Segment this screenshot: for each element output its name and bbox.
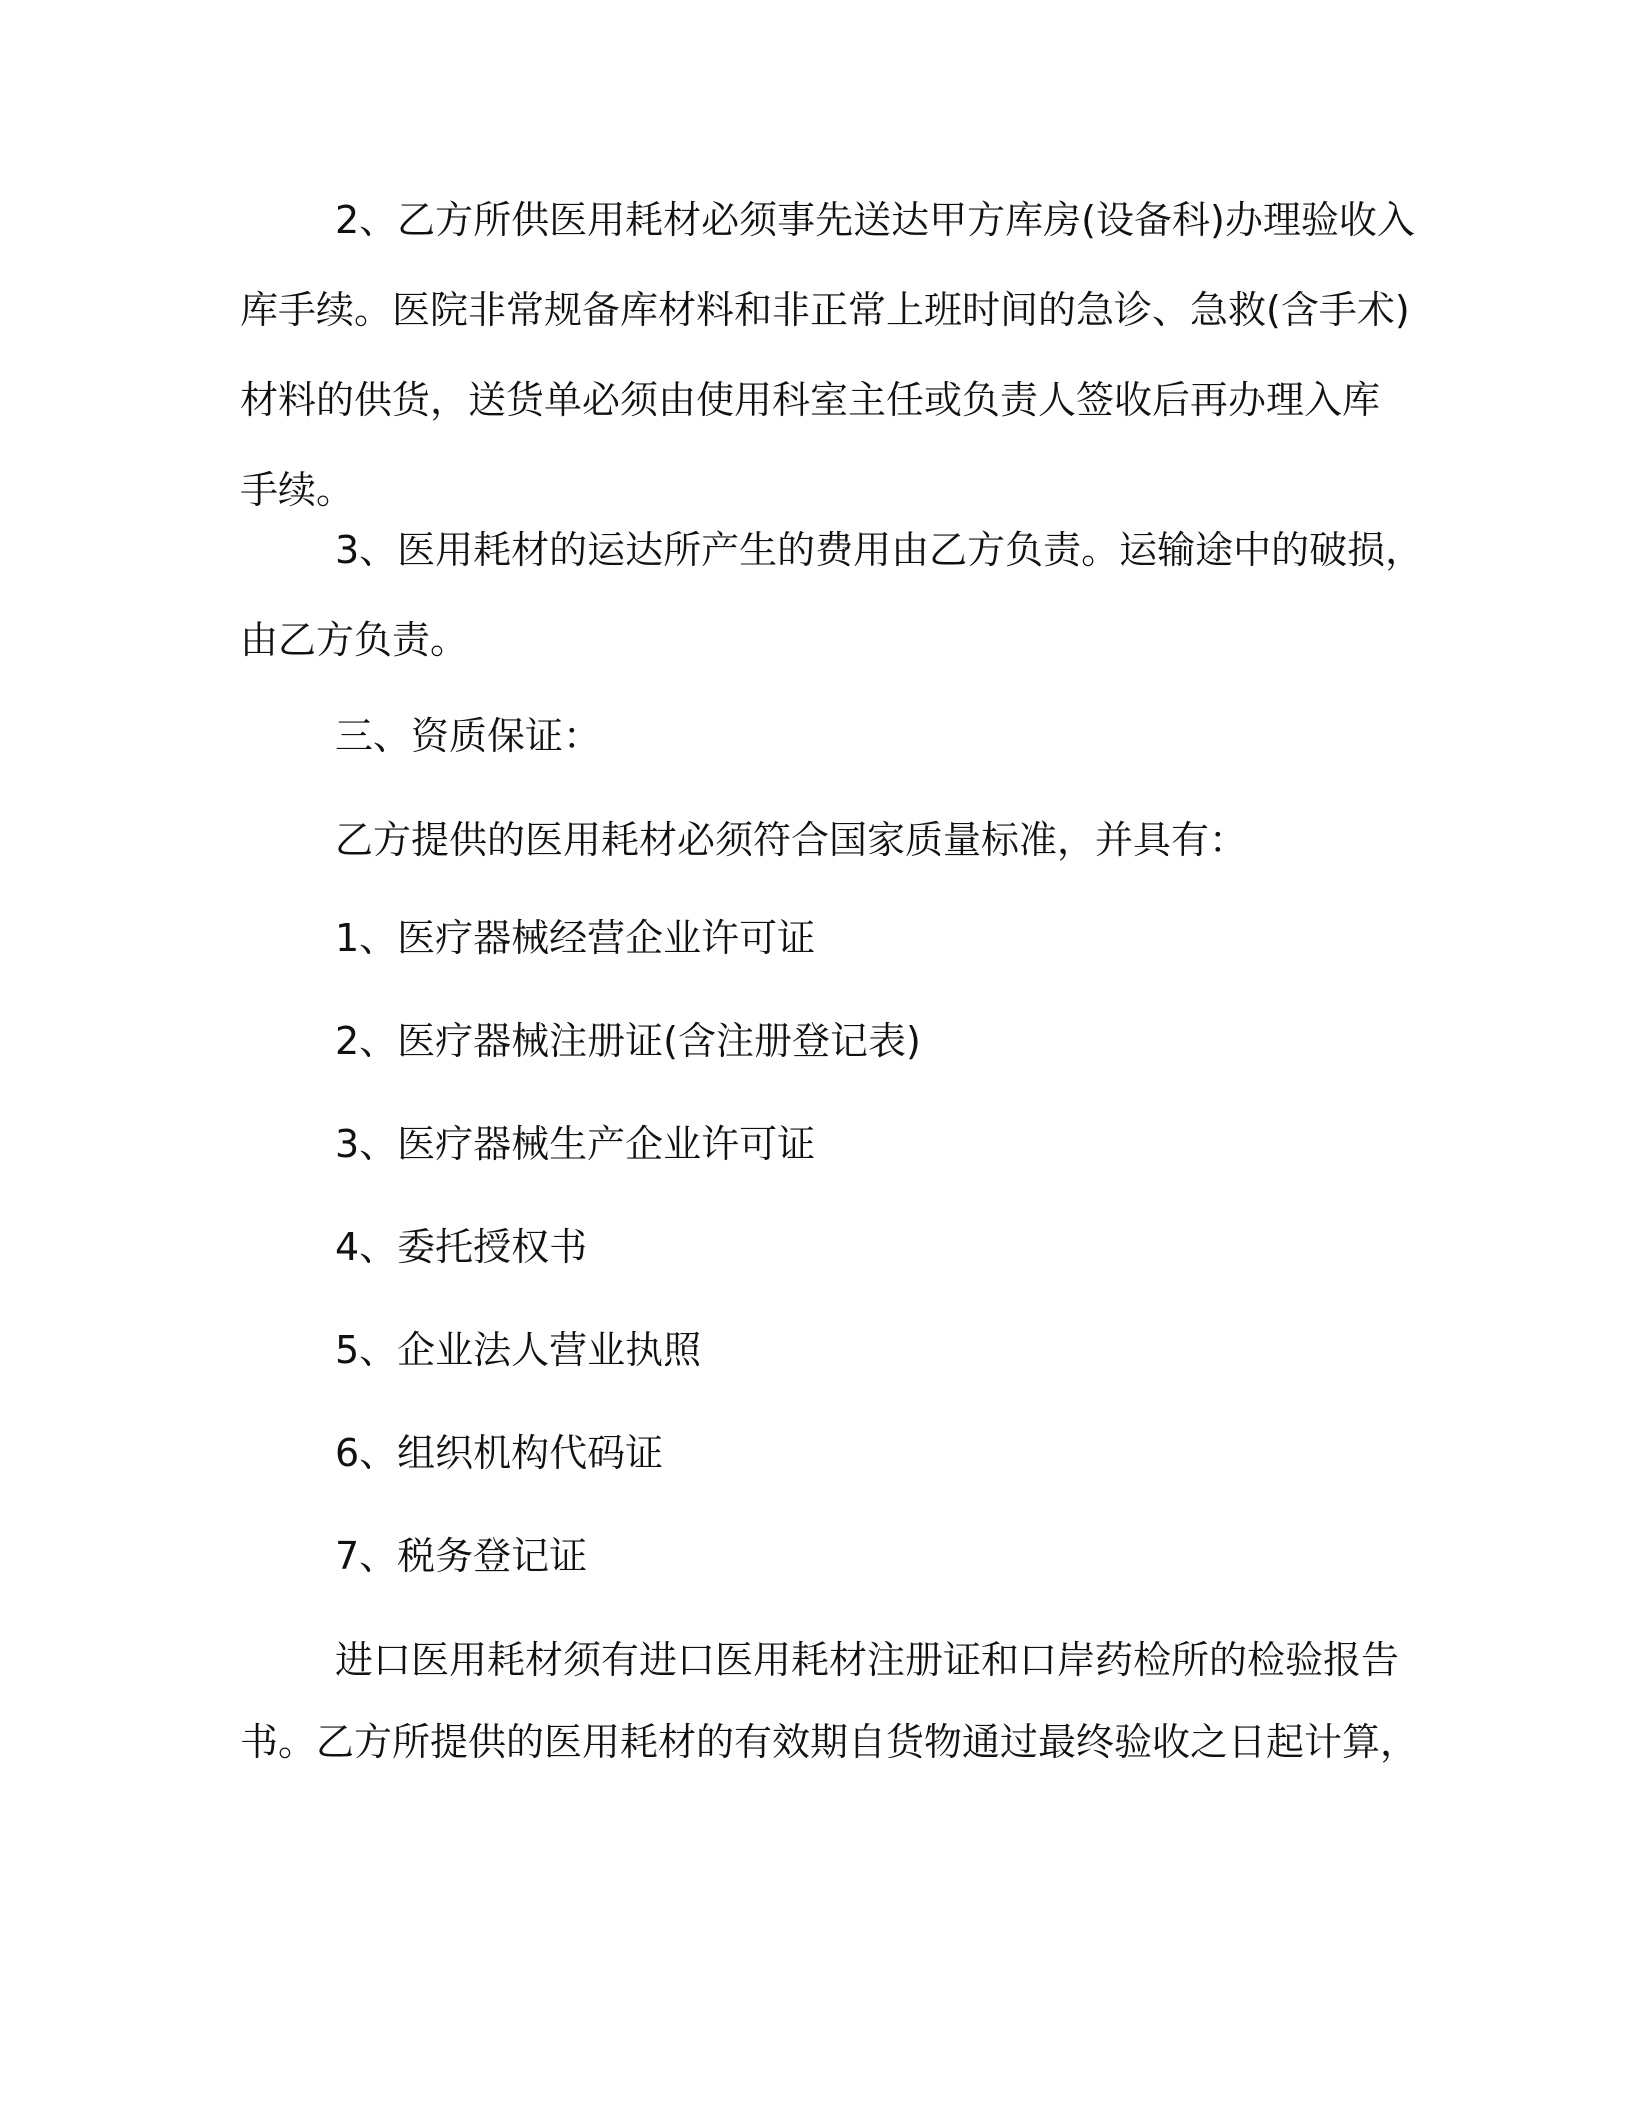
qualification-intro: 乙方提供的医用耗材必须符合国家质量标准，并具有：	[335, 818, 1248, 862]
paragraph-line: 库手续。医院非常规备库材料和非正常上班时间的急诊、急救(含手术)	[240, 288, 1410, 332]
paragraph-line: 材料的供货，送货单必须由使用科室主任或负责人签收后再办理入库	[240, 378, 1381, 422]
paragraph-delivery-acceptance	[240, 196, 1415, 514]
paragraph-line: 3、医用耗材的运达所产生的费用由乙方负责。运输途中的破损，	[335, 528, 1424, 572]
list-item: 5、企业法人营业执照	[335, 1328, 702, 1372]
paragraph-line: 书。乙方所提供的医用耗材的有效期自货物通过最终验收之日起计算，	[240, 1720, 1419, 1764]
paragraph-line: 手续。	[240, 468, 355, 512]
paragraph-imported-materials	[240, 1636, 1419, 1766]
paragraph-shipping-costs	[240, 526, 1424, 664]
list-item: 6、组织机构代码证	[335, 1431, 664, 1475]
section-heading: 三、资质保证：	[335, 714, 602, 758]
list-item: 3、医疗器械生产企业许可证	[335, 1122, 816, 1166]
list-item: 7、税务登记证	[335, 1534, 588, 1578]
paragraph-line: 由乙方负责。	[240, 618, 469, 662]
list-item: 4、委托授权书	[335, 1225, 588, 1269]
list-item: 2、医疗器械注册证(含注册登记表)	[335, 1019, 921, 1063]
list-item: 1、医疗器械经营企业许可证	[335, 916, 816, 960]
paragraph-line: 2、乙方所供医用耗材必须事先送达甲方库房(设备科)办理验收入	[335, 198, 1415, 242]
paragraph-line: 进口医用耗材须有进口医用耗材注册证和口岸药检所的检验报告	[335, 1638, 1400, 1682]
